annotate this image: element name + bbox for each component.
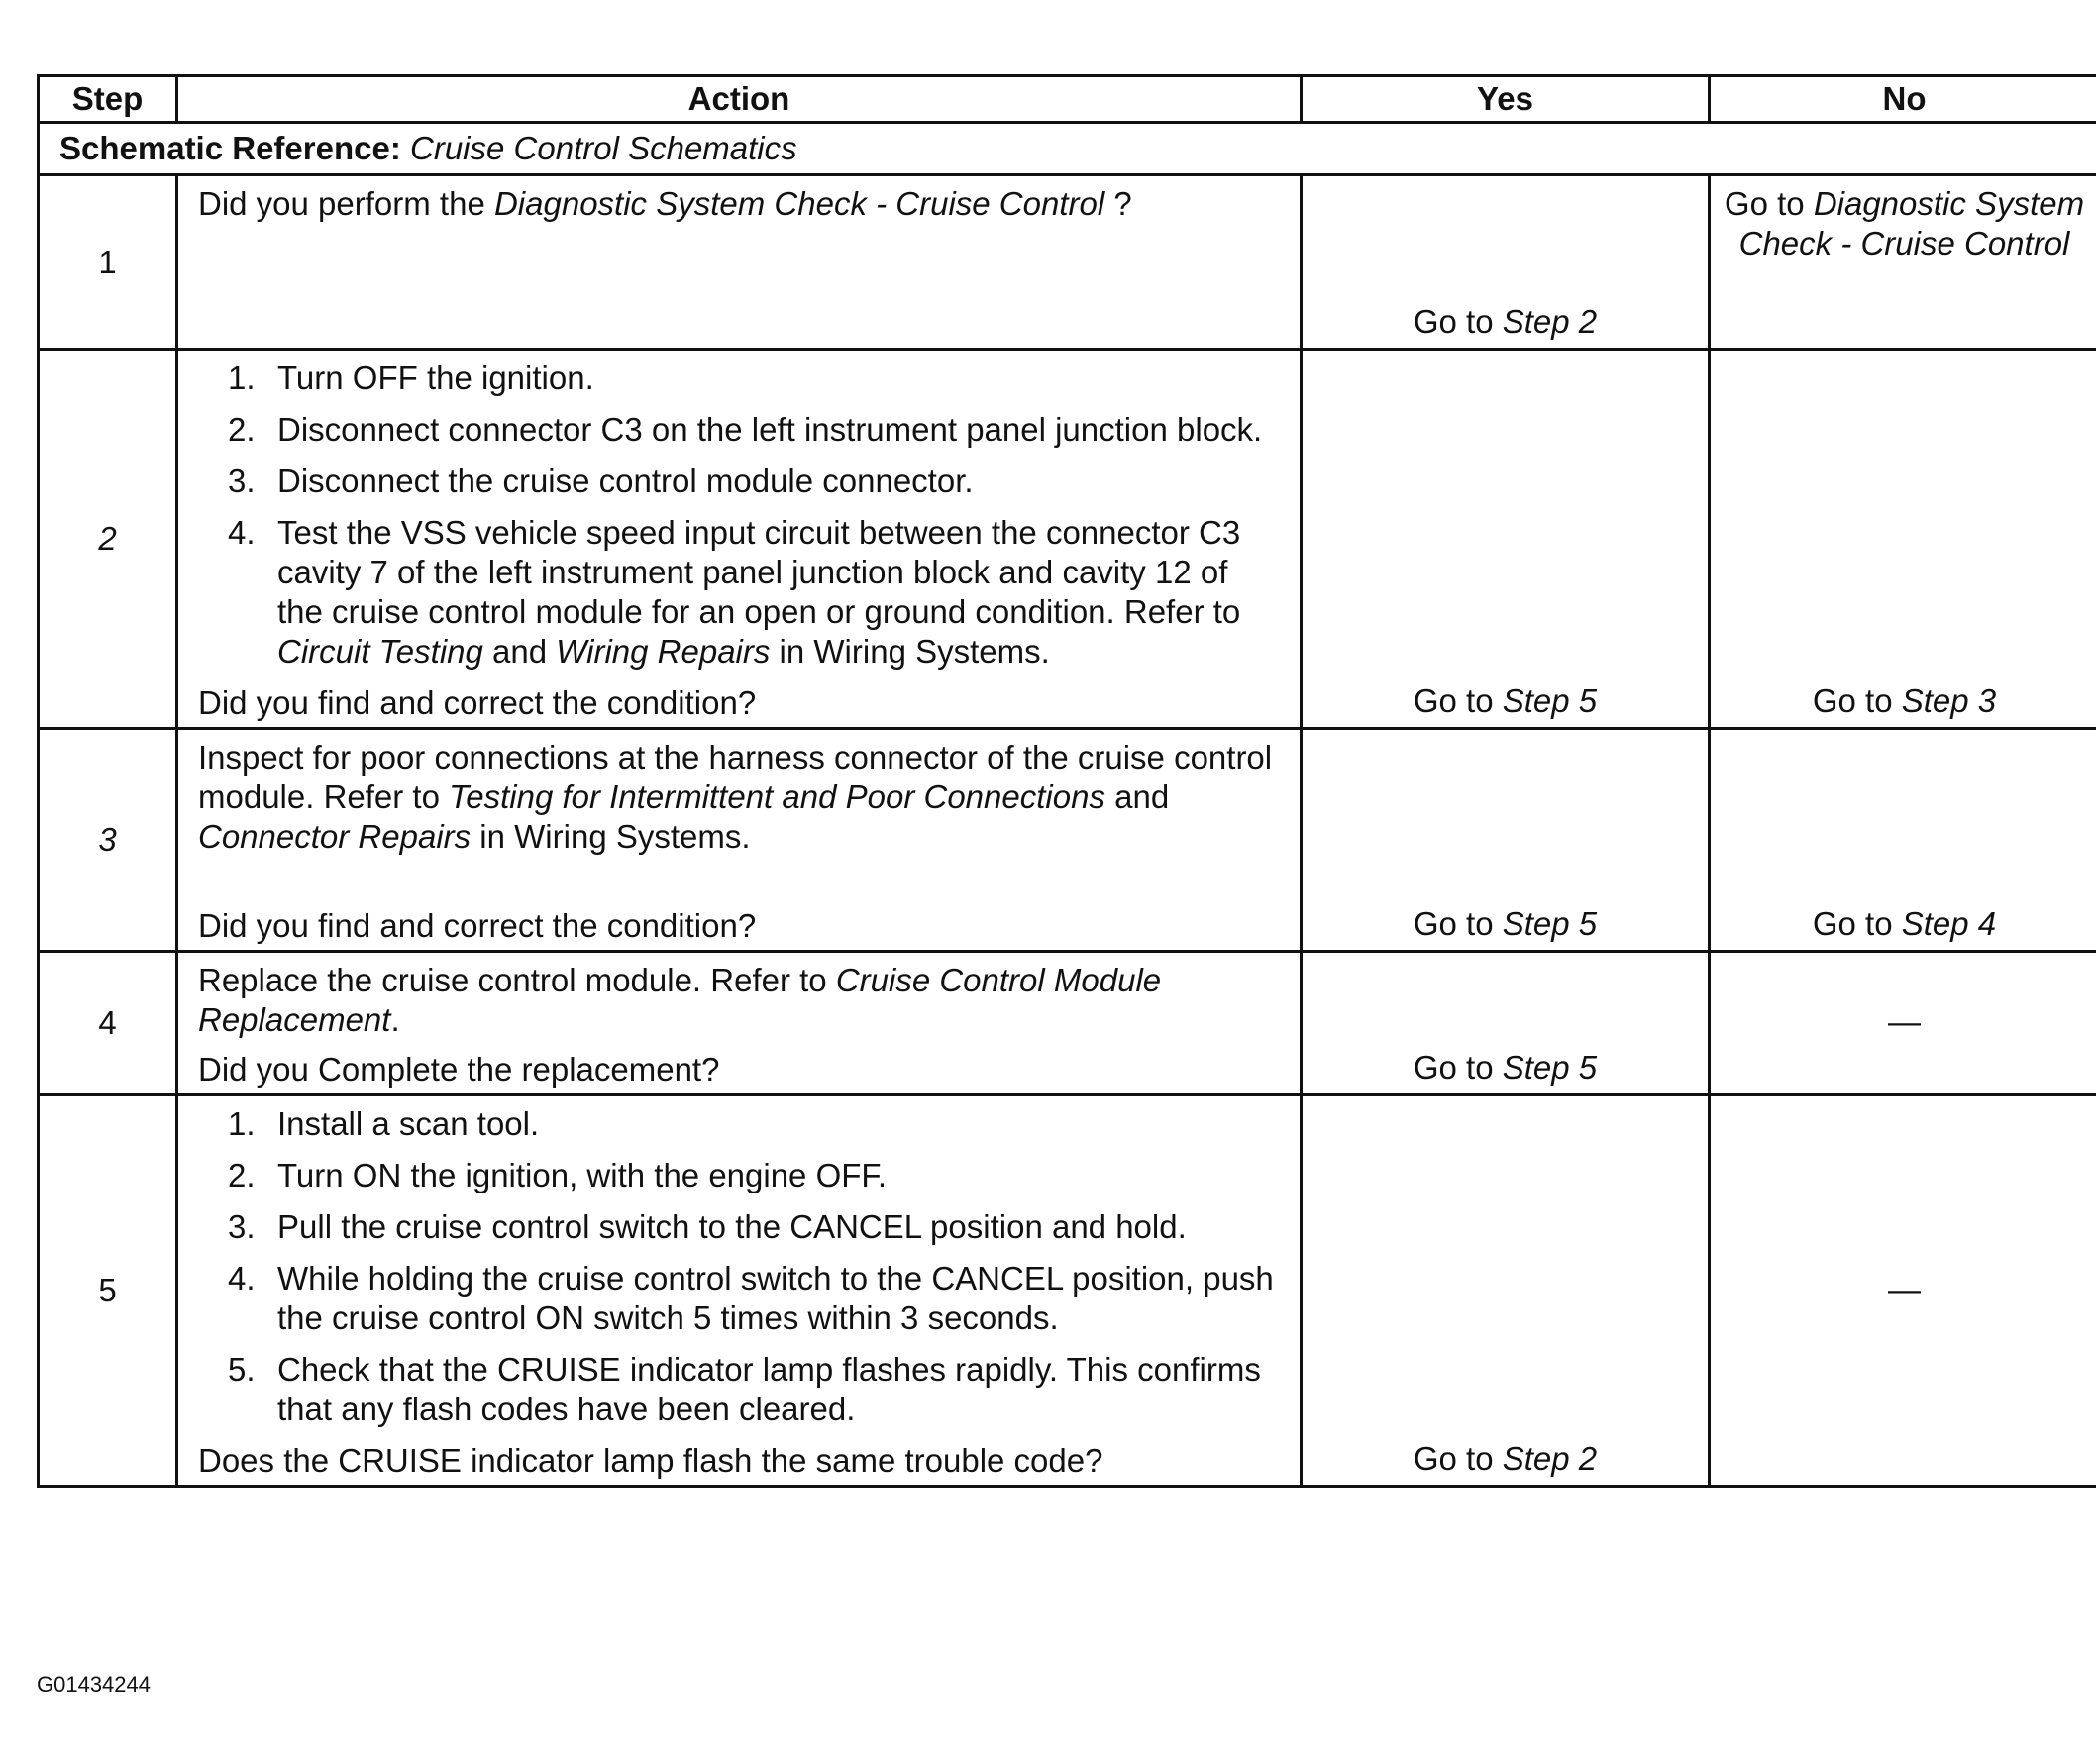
substep: While holding the cruise control switch to the CANCEL position, push the cruise control ON switch 5 times within 3 seconds. [277, 1260, 1274, 1336]
substep: Disconnect the cruise control module connector. [277, 463, 974, 499]
substep: Check that the CRUISE indicator lamp flashes rapidly. This confirms that any flash codes have been cleared. [277, 1351, 1261, 1427]
substep: Turn OFF the ignition. [277, 360, 594, 396]
yes-link[interactable]: Step 5 [1502, 1049, 1598, 1086]
table-row-step-2 [39, 350, 2096, 729]
circuit-testing-link[interactable]: Circuit Testing [277, 633, 483, 670]
yes-cell [1302, 175, 1710, 350]
schematic-reference-row [39, 123, 2096, 175]
header-action: Action [177, 76, 1302, 123]
schematic-reference [39, 123, 2096, 175]
step-number: 5 [39, 1095, 177, 1487]
header-yes: Yes [1302, 76, 1710, 123]
action-cell [177, 952, 1302, 1095]
action-link[interactable]: Diagnostic System Check - Cruise Control [493, 185, 1105, 222]
substep-text: and [482, 633, 557, 670]
yes-cell [1302, 1095, 1710, 1487]
yes-link[interactable]: Step 2 [1502, 1440, 1598, 1477]
no-link[interactable]: Diagnostic System Check - Cruise Control [1738, 185, 2085, 261]
schematic-reference-link[interactable]: Cruise Control Schematics [410, 130, 797, 166]
no-link[interactable]: Step 4 [1901, 905, 1997, 942]
yes-prefix: Go to [1413, 905, 1503, 942]
no-cell [1710, 952, 2096, 1095]
diagnostic-table [37, 74, 2096, 1488]
yes-prefix: Go to [1413, 682, 1503, 719]
no-dash: — [1888, 1003, 1921, 1040]
action-text: in Wiring Systems. [471, 818, 751, 855]
figure-code: G01434244 [37, 1672, 151, 1697]
header-row [39, 76, 2096, 123]
header-step: Step [39, 76, 177, 123]
question: Did you find and correct the condition? [198, 684, 757, 721]
yes-link[interactable]: Step 2 [1502, 303, 1598, 340]
schematic-reference-label: Schematic Reference: [59, 130, 401, 166]
yes-prefix: Go to [1413, 1440, 1503, 1477]
action-text: . [390, 1001, 400, 1038]
no-prefix: Go to [1812, 905, 1902, 942]
action-text: Inspect for poor connections at the harness connector of the cruise control module. Refer to [198, 739, 1273, 815]
substep [277, 513, 1280, 672]
substep-text: Test the VSS vehicle speed input circuit between the connector C3 cavity 7 of the left instrument panel junction block and cavity 12 of the cruise control module for an open or ground condition. Refer to [277, 514, 1241, 630]
yes-link[interactable]: Step 5 [1502, 682, 1598, 719]
action-paragraph [198, 738, 1280, 857]
intermittent-connections-link[interactable]: Testing for Intermittent and Poor Connections [449, 778, 1105, 815]
action-paragraph [198, 961, 1280, 1040]
spacer [198, 857, 1280, 906]
action-text: Did you perform the [198, 185, 494, 222]
wiring-repairs-link[interactable]: Wiring Repairs [556, 633, 771, 670]
action-cell [177, 729, 1302, 952]
module-replacement-link[interactable]: Cruise Control Module Replacement [198, 962, 1162, 1038]
question: Did you find and correct the condition? [198, 907, 757, 944]
substep-list [198, 1104, 1280, 1429]
step-number: 4 [39, 952, 177, 1095]
yes-link[interactable]: Step 5 [1502, 905, 1598, 942]
substep-text: in Wiring Systems. [770, 633, 1050, 670]
connector-repairs-link[interactable]: Connector Repairs [198, 818, 472, 855]
yes-cell [1302, 729, 1710, 952]
no-link[interactable]: Step 3 [1901, 682, 1997, 719]
no-prefix: Go to [1724, 185, 1814, 222]
question: Does the CRUISE indicator lamp flash the same trouble code? [198, 1442, 1103, 1479]
substep-list [198, 359, 1280, 672]
no-cell [1710, 175, 2096, 350]
header-no: No [1710, 76, 2096, 123]
table-row-step-4 [39, 952, 2096, 1095]
yes-prefix: Go to [1413, 303, 1503, 340]
step-number: 2 [39, 350, 177, 729]
step-number: 1 [39, 175, 177, 350]
action-text: ? [1104, 185, 1132, 222]
no-cell [1710, 1095, 2096, 1487]
substep: Pull the cruise control switch to the CANCEL position and hold. [277, 1208, 1187, 1245]
no-prefix: Go to [1812, 682, 1902, 719]
no-cell [1710, 350, 2096, 729]
yes-cell [1302, 952, 1710, 1095]
yes-prefix: Go to [1413, 1049, 1503, 1086]
action-cell [177, 350, 1302, 729]
no-dash: — [1888, 1271, 1921, 1307]
yes-cell [1302, 350, 1710, 729]
table-row-step-3 [39, 729, 2096, 952]
substep: Turn ON the ignition, with the engine OFF. [277, 1157, 888, 1193]
action-cell [177, 175, 1302, 350]
substep: Disconnect connector C3 on the left instrument panel junction block. [277, 411, 1263, 448]
substep: Install a scan tool. [277, 1105, 540, 1142]
table-row-step-1 [39, 175, 2096, 350]
step-number: 3 [39, 729, 177, 952]
action-text: and [1104, 778, 1170, 815]
table-row-step-5 [39, 1095, 2096, 1487]
action-text: Replace the cruise control module. Refer to [198, 962, 836, 998]
question: Did you Complete the replacement? [198, 1051, 720, 1088]
action-cell [177, 1095, 1302, 1487]
no-cell [1710, 729, 2096, 952]
